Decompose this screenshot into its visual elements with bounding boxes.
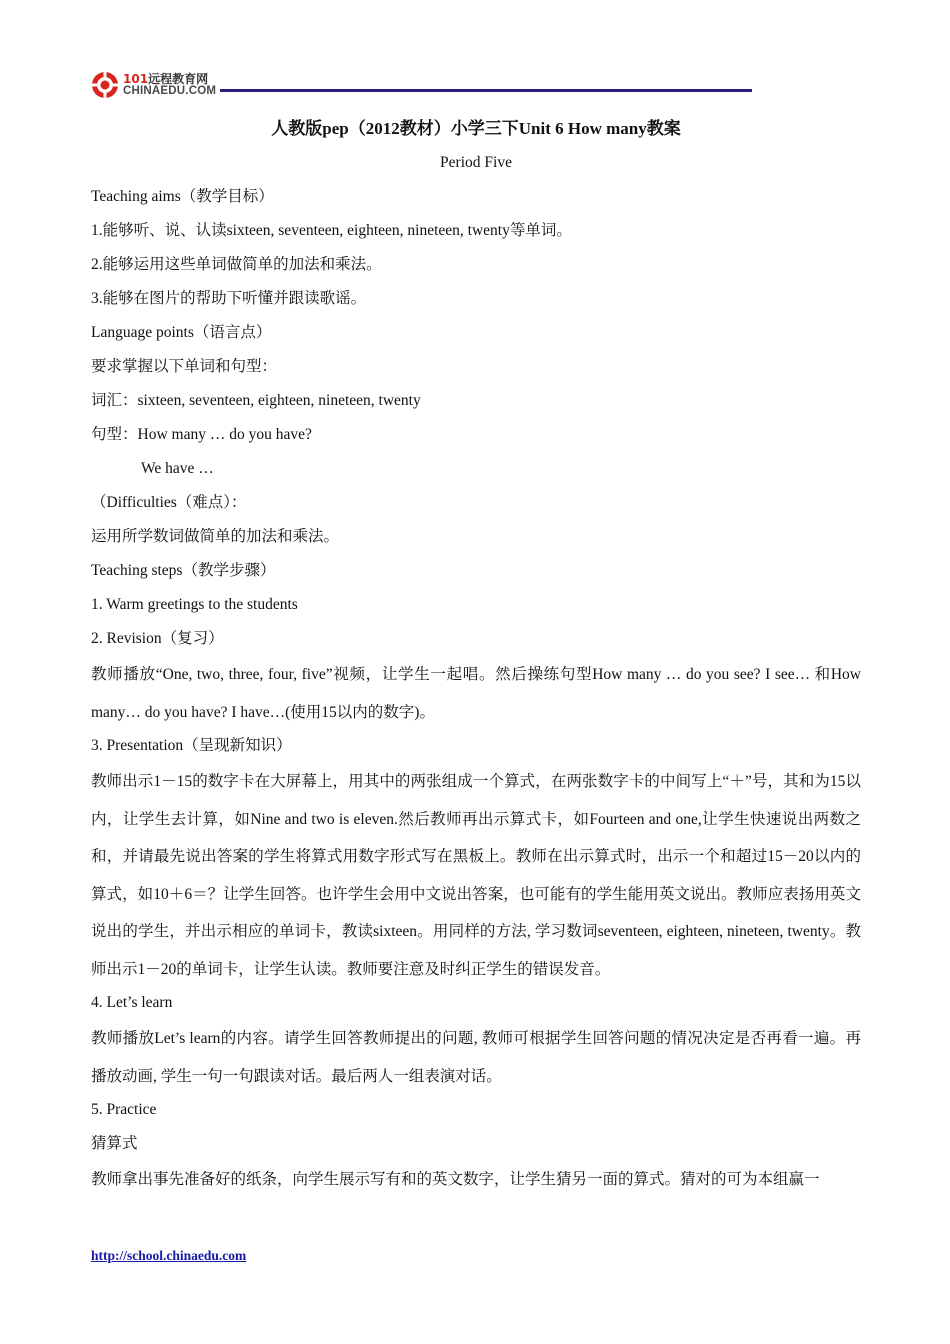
step-3-text: 教师出示1－15的数字卡在大屏幕上，用其中的两张组成一个算式，在两张数字卡的中间写上“＋”号，其和为15以内，让学生去计算，如Nine and two is eleven.然后教师再出示算式卡，如Fourteen and one,让学生快速说出两数之和，并请最先说出答案的学生将算式用数字形式写在黑板上。教师在出示算式时，出示一个和超过15－20以内的算式，如10＋6＝？让学生回答。也许学生会用中文说出答案，也可能有的学生能用英文说出。教师应表扬用英文说出的学生，并出示相应的单词卡，教读sixteen。用同样的方法, 学习数词seventeen, eighteen, nineteen, twenty。教师出示1－20的单词卡，让学生认读。教师要注意及时纠正学生的错误发音。 xyxy=(91,773,861,978)
step-2-heading: 2. Revision（复习） xyxy=(91,630,224,647)
language-points-intro: 要求掌握以下单词和句型： xyxy=(91,358,278,375)
header-rule xyxy=(220,89,752,92)
vocabulary-line: 词汇：sixteen, seventeen, eighteen, nineteen, twenty xyxy=(91,392,421,409)
chinaedu-logo-icon xyxy=(90,70,120,100)
aim-item-3: 3.能够在图片的帮助下听懂并跟读歌谣。 xyxy=(91,290,367,307)
page-header xyxy=(90,66,752,106)
step-3-heading: 3. Presentation（呈现新知识） xyxy=(91,737,292,754)
aim-item-2: 2.能够运用这些单词做简单的加法和乘法。 xyxy=(91,256,382,273)
difficulties-text: 运用所学数词做简单的加法和乘法。 xyxy=(91,528,340,545)
footer-link[interactable]: http://school.chinaedu.com xyxy=(91,1248,247,1263)
document-title: 人教版pep（2012教材）小学三下Unit 6 How many教案 xyxy=(271,119,681,138)
logo-chinese-name: 远程教育网 xyxy=(148,71,209,86)
period-label: Period Five xyxy=(440,154,512,171)
document-body xyxy=(91,112,861,1199)
step-5-text: 教师拿出事先准备好的纸条，向学生展示写有和的英文数字，让学生猜另一面的算式。猜对的可为本组赢一 xyxy=(91,1171,820,1188)
difficulties-heading: （Difficulties（难点）： xyxy=(91,494,247,511)
logo-number: 101 xyxy=(123,71,149,86)
teaching-steps-heading: Teaching steps（教学步骤） xyxy=(91,562,276,579)
step-1-heading: 1. Warm greetings to the students xyxy=(91,596,298,613)
step-4-heading: 4. Let’s learn xyxy=(91,994,173,1011)
aims-heading: Teaching aims（教学目标） xyxy=(91,188,274,205)
step-2-text: 教师播放“One, two, three, four, five”视频，让学生一起唱。然后操练句型How many … do you see? I see… 和How many… do you have? I have…(使用15以内的数字)。 xyxy=(91,666,861,721)
sentence-pattern-answer: We have … xyxy=(141,460,214,477)
chinaedu-logo xyxy=(90,68,216,102)
step-5-heading: 5. Practice xyxy=(91,1101,157,1118)
logo-english-name: CHINAEDU.COM xyxy=(123,84,217,97)
aim-item-1: 1.能够听、说、认读sixteen, seventeen, eighteen, nineteen, twenty等单词。 xyxy=(91,222,572,239)
step-4-text: 教师播放Let’s learn的内容。请学生回答教师提出的问题, 教师可根据学生回答问题的情况决定是否再看一遍。再播放动画, 学生一句一句跟读对话。最后两人一组表演对话。 xyxy=(91,1030,861,1085)
sentence-pattern-line: 句型：How many … do you have? xyxy=(91,426,312,443)
language-points-heading: Language points（语言点） xyxy=(91,324,272,341)
step-5-subheading: 猜算式 xyxy=(91,1135,138,1152)
